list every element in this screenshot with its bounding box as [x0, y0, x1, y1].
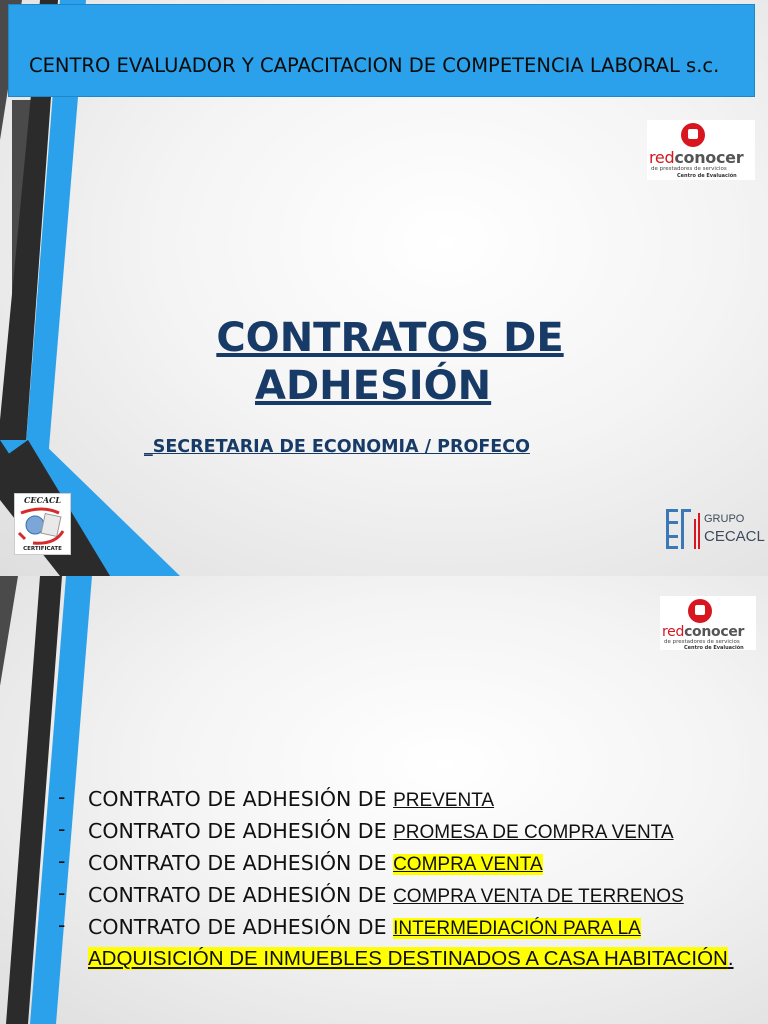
- contract-list: [58, 784, 748, 974]
- cecacl-bars-icon: [666, 507, 702, 553]
- list-item: - CONTRATO DE ADHESIÓN DE COMPRA VENTA: [58, 849, 543, 875]
- redconocer-logo: redconocer de prestadores de servicios Centro de Evaluación: [647, 120, 755, 180]
- slide-2: [0, 576, 768, 1024]
- list-item-continuation: ADQUISICIÓN DE INMUEBLES DESTINADOS A CASA HABITACIÓN.: [88, 947, 734, 970]
- redconocer-logo: redconocer de prestadores de servicios Centro de Evaluación: [660, 596, 756, 650]
- redconocer-mark-icon: [688, 599, 712, 623]
- cecacl-certificate-logo: CECACL CERTIFICATE: [14, 493, 71, 555]
- title-line-2: ADHESIÓN: [255, 363, 492, 409]
- list-item: - CONTRATO DE ADHESIÓN DE COMPRA VENTA DE TERRENOS: [58, 881, 684, 907]
- header-bar: [8, 4, 755, 97]
- recycle-arrows-icon: [15, 505, 70, 545]
- header-text: CENTRO EVALUADOR Y CAPACITACION DE COMPETENCIA LABORAL s.c.: [29, 54, 720, 77]
- list-item: - CONTRATO DE ADHESIÓN DE INTERMEDIACIÓN PARA LA: [58, 913, 641, 939]
- list-item: - CONTRATO DE ADHESIÓN DE PREVENTA: [58, 785, 495, 811]
- title-line-1: CONTRATOS DE: [216, 315, 564, 361]
- slide-title: [150, 314, 620, 410]
- list-item: - CONTRATO DE ADHESIÓN DE PROMESA DE COMPRA VENTA: [58, 817, 674, 843]
- redconocer-mark-icon: [681, 123, 705, 147]
- grupo-cecacl-logo: GRUPO CECACL: [664, 507, 754, 553]
- slide-subtitle: _SECRETARIA DE ECONOMIA / PROFECO: [144, 437, 530, 457]
